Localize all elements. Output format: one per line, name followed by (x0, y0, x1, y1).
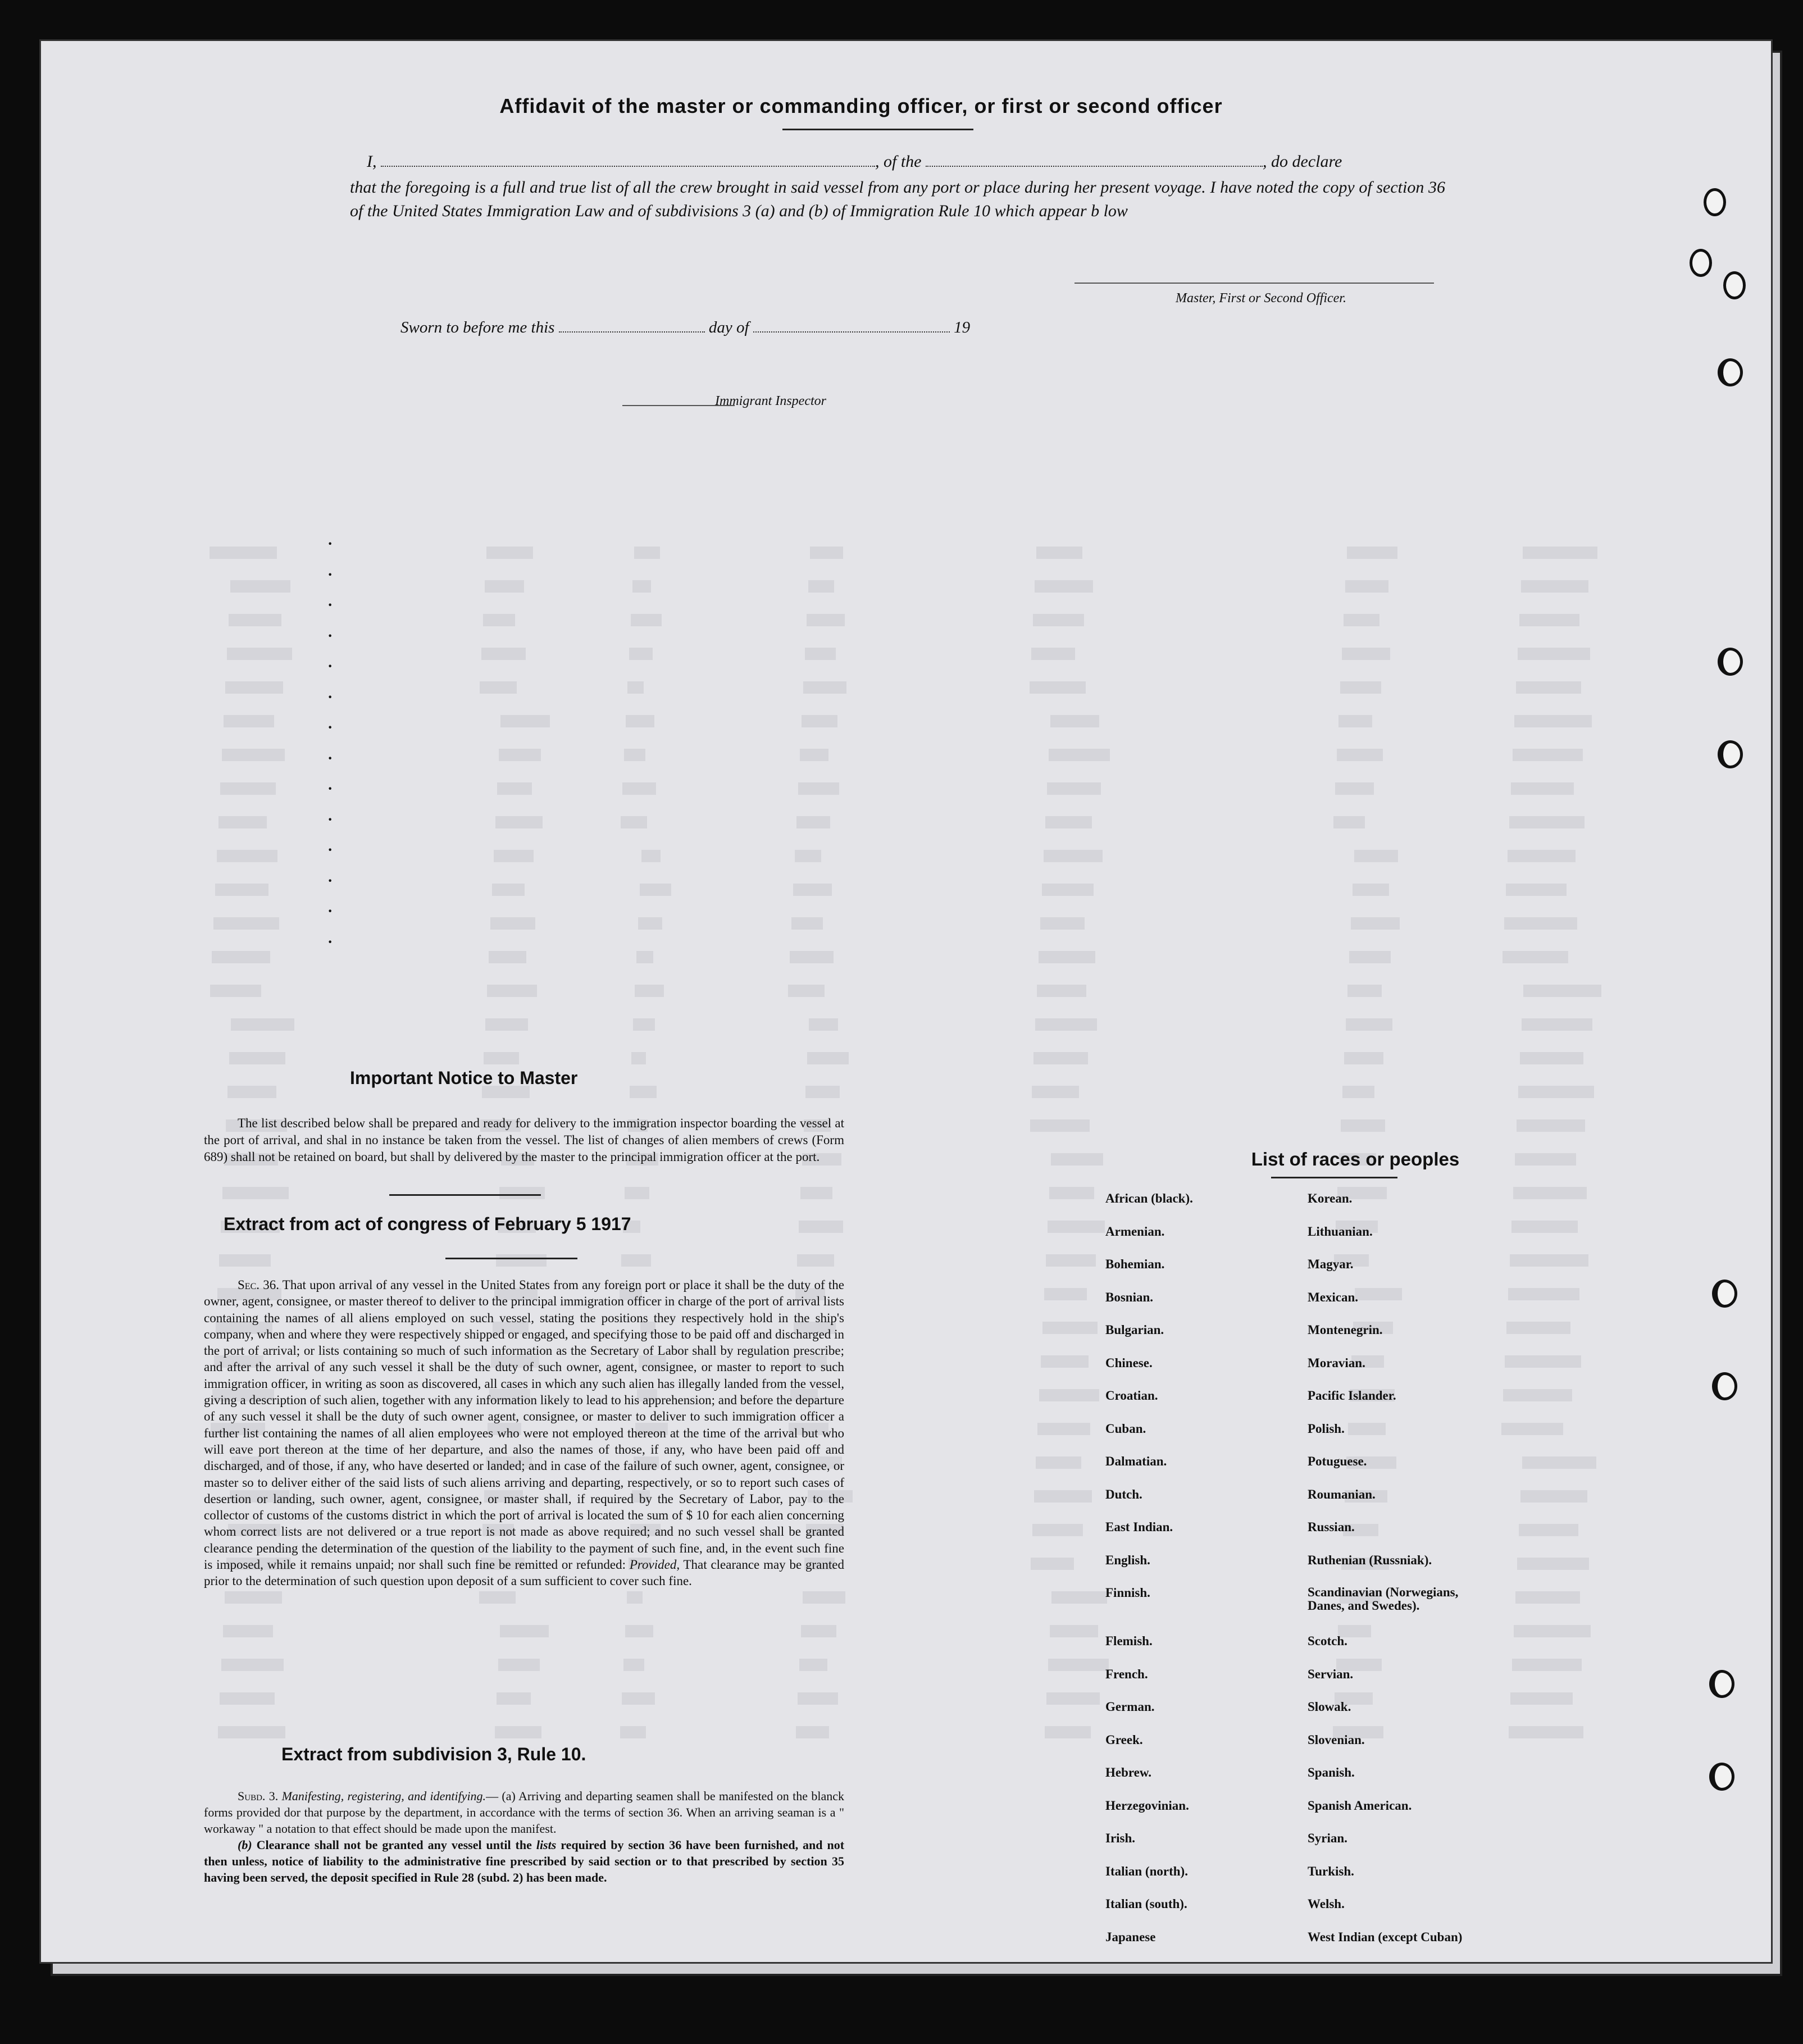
bleed-through-mark (223, 1625, 273, 1637)
row-dot: · (327, 658, 333, 675)
bleed-through-mark (1042, 884, 1094, 896)
bleed-through-mark (640, 884, 671, 896)
bleed-through-mark (490, 917, 535, 930)
bleed-through-mark (500, 715, 550, 727)
row-dot: · (327, 841, 333, 859)
bleed-through-mark (1338, 715, 1372, 727)
race-item: Potuguese. (1308, 1454, 1367, 1468)
bleed-through-mark (630, 1086, 657, 1098)
bleed-through-mark (1035, 1018, 1097, 1031)
row-dot: · (327, 627, 333, 645)
bleed-through-mark (809, 1018, 838, 1031)
race-item: Greek. (1105, 1732, 1143, 1747)
races-title: List of races or peoples (1251, 1149, 1460, 1169)
race-item: Scotch. (1308, 1634, 1347, 1648)
bleed-through-mark (1523, 985, 1601, 997)
bleed-through-mark (1046, 1692, 1100, 1705)
bleed-through-mark (1521, 580, 1588, 593)
bleed-through-mark (1342, 648, 1390, 660)
race-item: Flemish. (1105, 1634, 1153, 1648)
bleed-through-mark (225, 1591, 282, 1604)
punch-hole-icon (1723, 271, 1746, 299)
bleed-through-mark (217, 850, 277, 862)
title-underline (782, 129, 973, 130)
bleed-through-mark (1510, 1692, 1573, 1705)
race-item: African (black). (1105, 1191, 1193, 1205)
bleed-through-mark (212, 951, 270, 963)
bleed-through-mark (1034, 1490, 1092, 1503)
bleed-through-mark (227, 648, 292, 660)
bleed-through-mark (636, 951, 653, 963)
bleed-through-mark (1508, 1288, 1579, 1300)
row-dot: · (327, 688, 333, 706)
race-item: Servian. (1308, 1667, 1354, 1681)
race-item: Roumanian. (1308, 1487, 1376, 1501)
bleed-through-mark (1045, 1726, 1091, 1738)
bleed-through-mark (1518, 648, 1590, 660)
notice-title: Important Notice to Master (350, 1068, 578, 1088)
row-dot: · (327, 780, 333, 798)
bleed-through-mark (1517, 1558, 1589, 1570)
bleed-through-mark (1513, 749, 1583, 761)
row-dot: · (327, 872, 333, 890)
bleed-through-mark (1049, 1187, 1094, 1199)
race-item: Bohemian. (1105, 1257, 1165, 1271)
bleed-through-mark (210, 985, 261, 997)
race-item: Russian. (1308, 1520, 1355, 1534)
master-signature-line[interactable] (1074, 283, 1434, 284)
affidavit-body: that the foregoing is a full and true list of all the crew brought in said vessel from any port or place during her present voyage. I have noted the copy of section 36 of the United States Immigration Law and of subdivisions 3 (a) and (b) of Immigration Rule 10 which appear b low (350, 178, 1445, 220)
bleed-through-mark (1509, 1726, 1583, 1738)
row-dot: · (327, 811, 333, 828)
act-divider (445, 1258, 577, 1259)
bleed-through-mark (631, 614, 662, 626)
race-item: Finnish. (1105, 1586, 1150, 1600)
bleed-through-mark (802, 715, 837, 727)
bleed-through-mark (495, 1726, 541, 1738)
bleed-through-mark (807, 614, 845, 626)
bleed-through-mark (1351, 917, 1400, 930)
races-title-underline (1271, 1177, 1397, 1178)
inspector-label: Immigrant Inspector (715, 394, 826, 408)
sworn-month-field[interactable] (753, 318, 950, 333)
race-item: West Indian (except Cuban) (1308, 1929, 1463, 1944)
punch-hole-icon (1718, 648, 1743, 676)
bleed-through-mark (1048, 1221, 1105, 1233)
bleed-through-mark (1030, 1119, 1090, 1132)
row-dot: · (327, 566, 333, 584)
bleed-through-mark (221, 1659, 284, 1671)
race-item: Moravian. (1308, 1355, 1365, 1370)
bleed-through-mark (483, 614, 515, 626)
sworn-year-label: 19 (954, 318, 971, 336)
bleed-through-mark (791, 917, 823, 930)
rule10-title: Extract from subdivision 3, Rule 10. (281, 1744, 586, 1764)
bleed-through-mark (494, 850, 534, 862)
bleed-through-mark (1342, 1086, 1374, 1098)
bleed-through-mark (1347, 985, 1382, 997)
bleed-through-mark (624, 749, 645, 761)
bleed-through-mark (1511, 1221, 1578, 1233)
bleed-through-mark (1045, 816, 1092, 828)
bleed-through-mark (1033, 614, 1084, 626)
bleed-through-mark (222, 749, 285, 761)
master-name-field[interactable] (381, 152, 875, 167)
bleed-through-mark (801, 1625, 836, 1637)
bleed-through-mark (1050, 715, 1099, 727)
affidavit-of-the-label: , of the (875, 152, 922, 171)
bleed-through-mark (803, 1591, 845, 1604)
race-item: Turkish. (1308, 1864, 1354, 1878)
bleed-through-mark (1333, 816, 1365, 828)
bleed-through-mark (1519, 1524, 1578, 1536)
subd-heading: Manifesting, registering, and identifying. (281, 1789, 486, 1803)
bleed-through-mark (1036, 1456, 1081, 1469)
race-item: Ruthenian (Russniak). (1308, 1553, 1432, 1567)
bleed-through-mark (1514, 1625, 1591, 1637)
bleed-through-mark (213, 917, 279, 930)
bleed-through-mark (805, 1086, 840, 1098)
bleed-through-mark (623, 1659, 644, 1671)
bleed-through-mark (1506, 884, 1567, 896)
bleed-through-mark (1353, 884, 1389, 896)
bleed-through-mark (627, 681, 644, 694)
bleed-through-mark (1510, 1254, 1588, 1267)
bleed-through-mark (1040, 917, 1085, 930)
bleed-through-mark (1049, 749, 1110, 761)
act-title: Extract from act of congress of February 5 1917 (224, 1214, 631, 1234)
race-item: Scandinavian (Norwegians, Danes, and Swedes). (1308, 1585, 1459, 1613)
race-item: Montenegrin. (1308, 1323, 1383, 1337)
para-b-text-1: Clearance shall not be granted any vessel until the (256, 1838, 532, 1852)
subd-label: Subd. 3. (238, 1789, 279, 1803)
bleed-through-mark (1341, 1119, 1385, 1132)
sworn-day-field[interactable] (559, 318, 705, 333)
bleed-through-mark (1030, 681, 1086, 694)
punch-hole-icon (1709, 1670, 1734, 1698)
vessel-name-field[interactable] (926, 152, 1263, 167)
bleed-through-mark (1509, 816, 1585, 828)
bleed-through-mark (1051, 1591, 1107, 1604)
affidavit-declaration-line (367, 152, 1342, 171)
bleed-through-mark (796, 1726, 829, 1738)
bleed-through-mark (1037, 985, 1086, 997)
bleed-through-mark (803, 681, 846, 694)
bleed-through-mark (796, 816, 830, 828)
race-item: Slowak. (1308, 1700, 1351, 1714)
row-dot: · (327, 903, 333, 920)
bleed-through-mark (1512, 1659, 1582, 1671)
bleed-through-mark (480, 681, 517, 694)
bleed-through-mark (1522, 1018, 1592, 1031)
bleed-through-mark (1517, 1119, 1585, 1132)
race-item: Spanish American. (1308, 1798, 1412, 1813)
bleed-through-mark (788, 985, 825, 997)
race-item: Hebrew. (1105, 1765, 1151, 1779)
sworn-line (400, 318, 970, 337)
bleed-through-mark (1035, 580, 1093, 593)
bleed-through-mark (227, 1086, 276, 1098)
punch-hole-icon (1709, 1763, 1734, 1791)
race-item: Italian (north). (1105, 1864, 1188, 1878)
bleed-through-mark (1044, 850, 1103, 862)
bleed-through-mark (629, 648, 653, 660)
bleed-through-mark (499, 749, 541, 761)
bleed-through-mark (1032, 1086, 1079, 1098)
bleed-through-mark (1523, 547, 1597, 559)
bleed-through-mark (1349, 951, 1391, 963)
race-item: Syrian. (1308, 1831, 1347, 1845)
bleed-through-mark (790, 951, 834, 963)
bleed-through-mark (633, 1018, 655, 1031)
race-item: East Indian. (1105, 1520, 1173, 1534)
bleed-through-mark (218, 1726, 285, 1738)
race-item: Bosnian. (1105, 1290, 1154, 1304)
provided-label: Provided, (629, 1558, 680, 1572)
punch-hole-icon (1704, 188, 1726, 216)
rule10-text (204, 1788, 844, 1886)
bleed-through-mark (1039, 951, 1095, 963)
affidavit-i-label: I, (367, 152, 377, 171)
bleed-through-mark (1503, 1389, 1572, 1401)
bleed-through-mark (1042, 1322, 1098, 1334)
race-item: English. (1105, 1553, 1150, 1567)
bleed-through-mark (1041, 1355, 1089, 1368)
bleed-through-mark (632, 580, 651, 593)
bleed-through-mark (215, 884, 268, 896)
race-item: Polish. (1308, 1421, 1345, 1436)
bleed-through-mark (1346, 1018, 1392, 1031)
bleed-through-mark (1520, 1490, 1587, 1503)
bleed-through-mark (487, 985, 537, 997)
bleed-through-mark (621, 1254, 651, 1267)
para-b-label: (b) (238, 1838, 252, 1852)
row-dot: · (327, 597, 333, 614)
row-dot: · (327, 933, 333, 951)
bleed-through-mark (485, 580, 524, 593)
bleed-through-mark (219, 1254, 271, 1267)
bleed-through-mark (638, 917, 662, 930)
act-section-36-text (204, 1277, 844, 1590)
bleed-through-mark (800, 749, 828, 761)
bleed-through-mark (631, 1052, 646, 1064)
race-item: Mexican. (1308, 1290, 1359, 1304)
bleed-through-mark (495, 816, 543, 828)
bleed-through-mark (225, 681, 283, 694)
bleed-through-mark (500, 1625, 549, 1637)
race-item: French. (1105, 1667, 1148, 1681)
bleed-through-mark (229, 1052, 285, 1064)
section-body: That upon arrival of any vessel in the United States from any foreign port or place it shall be the duty of the owner, agent, consignee, or master thereof to deliver to the principal immigration officer in charge of the port of arrival lists containing the names of all aliens employed on such vessel, stating the positions they respectively hold in the ship's company, when and where they were respectively shipped or engaged, and specifying those to be paid off and discharged in the port of arrival; or lists containing so much of such information as the Secretary of Labor shall by regulation prescribe; and after the arrival of any such vessel it shall be the duty of such owner, agent, consignee, or master to report to such immigration officer, in writing as soon as discovered, all cases in which any such alien has illegally landed from the vessel, giving a description of such alien, together with any information likely to lead to his apprehension; and before the departure of any such vessel it shall be the duty of such owner agent, consignee, or master to deliver to such immigration officer a further list containing the names of all alien employees who were not employed thereon at the time of the arrival but who will eave port thereon at the time of her departure, and also the names of those, if any, who have been paid off and discharged, and of those, if any, who have deserted or landed; and in case of the failure of such owner, agent, consignee, or master so to deliver either of the said lists of such aliens arriving and departing, respectively, or so to report such cases of desertion or landing, such owner, agent, consignee, or master shall, if required by the Secretary of Labor, pay to the collector of customs of the customs district in which the port of arrival is located the sum of $ 10 for each alien concerning whom correct lists are not delivered or a true report is not made as above required; and no such vessel shall be granted clearance pending the determination of the question of the liability to the payment of such fine, and, in the event such fine is imposed, while it remains unpaid; nor shall such fine be remitted or refunded: (204, 1278, 844, 1572)
para-a-text: Arriving and departing seamen shall be manifested on the blanck forms provided dor that purpose by the department, in accordance with the terms of section 36. When an arriving seaman is a " workaway " a notation to that effect should be made upon the manifest. (204, 1789, 844, 1836)
manifest-page (39, 39, 1773, 1964)
bleed-through-mark (1520, 1052, 1583, 1064)
bleed-through-mark (224, 715, 274, 727)
affidavit-do-declare-label: , do declare (1263, 152, 1342, 171)
bleed-through-mark (1502, 951, 1568, 963)
row-dot: · (327, 719, 333, 736)
bleed-through-mark (222, 1187, 289, 1199)
race-item: Croatian. (1105, 1389, 1158, 1403)
para-b-text-2: required by section 36 have been furnished, and not then unless, notice of liability to the administrative fine prescribed by said section or to that prescribed by section 35 having been served, the deposit specified in Rule 28 (subd. 2) has been made. (204, 1838, 845, 1884)
bleed-through-mark (1355, 1288, 1402, 1300)
bleed-through-mark (485, 1018, 528, 1031)
bleed-through-mark (1048, 1659, 1109, 1671)
bleed-through-mark (805, 648, 836, 660)
bleed-through-mark (625, 1187, 649, 1199)
bleed-through-mark (622, 1692, 655, 1705)
bleed-through-mark (1345, 580, 1388, 593)
bleed-through-mark (1347, 547, 1397, 559)
bleed-through-mark (1036, 547, 1082, 559)
bleed-through-mark (622, 782, 656, 795)
bleed-through-mark (1044, 1288, 1087, 1300)
bleed-through-mark (1514, 715, 1592, 727)
para-b-lists: lists (536, 1838, 557, 1852)
punch-hole-icon (1712, 1280, 1737, 1308)
race-item: Korean. (1308, 1191, 1353, 1205)
race-item: Pacific Islander. (1308, 1389, 1396, 1403)
race-item: Spanish. (1308, 1765, 1355, 1779)
bleed-through-mark (1037, 1423, 1090, 1435)
race-item: Herzegovinian. (1105, 1798, 1189, 1813)
sworn-day-of-label: day of (708, 318, 749, 336)
race-item: Welsh. (1308, 1897, 1345, 1911)
bleed-through-mark (620, 1726, 646, 1738)
section-body-end: That clearance may be granted prior to the determination of such question upon deposit of a sum sufficient to cover such fine. (204, 1558, 844, 1588)
bleed-through-mark (218, 816, 267, 828)
bleed-through-mark (231, 1018, 294, 1031)
bleed-through-mark (635, 985, 664, 997)
bleed-through-mark (1518, 1086, 1594, 1098)
bleed-through-mark (220, 1692, 275, 1705)
bleed-through-mark (793, 884, 832, 896)
bleed-through-mark (1516, 681, 1581, 694)
bleed-through-mark (496, 1254, 547, 1267)
bleed-through-mark (1039, 1389, 1099, 1401)
bleed-through-mark (492, 884, 525, 896)
race-item: Cuban. (1105, 1421, 1146, 1436)
race-item: Dalmatian. (1105, 1454, 1167, 1468)
race-item: German. (1105, 1700, 1155, 1714)
bleed-through-mark (499, 1187, 545, 1199)
affidavit-title: Affidavit of the master or commanding officer, or first or second officer (499, 94, 1223, 117)
bleed-through-mark (479, 1591, 516, 1604)
bleed-through-mark (625, 1625, 653, 1637)
bleed-through-mark (1504, 917, 1577, 930)
bleed-through-mark (210, 547, 277, 559)
race-item: Armenian. (1105, 1224, 1165, 1239)
race-item: Chinese. (1105, 1355, 1153, 1370)
bleed-through-mark (1511, 782, 1574, 795)
bleed-through-mark (1047, 782, 1101, 795)
row-dot: · (327, 749, 333, 767)
bleed-through-mark (1031, 648, 1075, 660)
bleed-through-mark (1344, 1052, 1383, 1064)
bleed-through-mark (484, 1052, 519, 1064)
punch-hole-icon (1718, 740, 1743, 768)
row-dot: · (327, 535, 333, 553)
bleed-through-mark (798, 782, 839, 795)
notice-divider (389, 1194, 541, 1196)
bleed-through-mark (1515, 1591, 1580, 1604)
bleed-through-mark (1032, 1524, 1083, 1536)
bleed-through-mark (800, 1187, 832, 1199)
bleed-through-mark (641, 850, 661, 862)
bleed-through-mark (1031, 1558, 1074, 1570)
bleed-through-mark (1501, 1423, 1563, 1435)
section-label: Sec. 36. (238, 1278, 279, 1292)
bleed-through-mark (798, 1692, 838, 1705)
signature-label: Master, First or Second Officer. (1176, 291, 1346, 306)
bleed-through-mark (799, 1659, 827, 1671)
bleed-through-mark (797, 1254, 834, 1267)
race-item: Magyar. (1308, 1257, 1354, 1271)
bleed-through-mark (1348, 1423, 1386, 1435)
bleed-through-mark (1519, 614, 1579, 626)
bleed-through-mark (1513, 1187, 1587, 1199)
punch-hole-icon (1712, 1372, 1737, 1400)
bleed-through-mark (1335, 782, 1374, 795)
bleed-through-mark (808, 580, 834, 593)
bleed-through-mark (1505, 1355, 1581, 1368)
bleed-through-mark (498, 1659, 540, 1671)
bleed-through-mark (807, 1052, 849, 1064)
race-item: Japanese (1105, 1929, 1156, 1944)
bleed-through-mark (1506, 1322, 1570, 1334)
bleed-through-mark (1033, 1052, 1088, 1064)
bleed-through-mark (810, 547, 843, 559)
race-item: Dutch. (1105, 1487, 1142, 1501)
bleed-through-mark (1508, 850, 1576, 862)
bleed-through-mark (1051, 1153, 1103, 1166)
bleed-through-mark (220, 782, 276, 795)
punch-hole-icon (1690, 249, 1712, 277)
bleed-through-mark (627, 1591, 643, 1604)
sworn-prefix: Sworn to before me this (400, 318, 555, 336)
punch-hole-icon (1718, 358, 1743, 386)
para-a-label: — (a) (486, 1789, 516, 1803)
race-item: Slovenian. (1308, 1732, 1365, 1747)
bleed-through-mark (1515, 1153, 1576, 1166)
bleed-through-mark (497, 1692, 531, 1705)
bleed-through-mark (626, 715, 654, 727)
bleed-through-mark (486, 547, 533, 559)
bleed-through-mark (1340, 681, 1381, 694)
bleed-through-mark (634, 547, 660, 559)
race-item: Bulgarian. (1105, 1323, 1164, 1337)
bleed-through-mark (489, 951, 526, 963)
bleed-through-mark (1337, 749, 1383, 761)
bleed-through-mark (229, 614, 281, 626)
race-item: Irish. (1105, 1831, 1136, 1845)
bleed-through-mark (621, 816, 647, 828)
bleed-through-mark (799, 1221, 843, 1233)
bleed-through-mark (481, 648, 526, 660)
bleed-through-mark (795, 850, 821, 862)
bleed-through-mark (1046, 1254, 1096, 1267)
bleed-through-mark (1050, 1625, 1098, 1637)
race-item: Lithuanian. (1308, 1224, 1373, 1239)
bleed-through-mark (1344, 614, 1379, 626)
bleed-through-mark (230, 580, 290, 593)
bleed-through-mark (497, 782, 532, 795)
bleed-through-mark (1354, 850, 1398, 862)
race-item: Italian (south). (1105, 1897, 1187, 1911)
bleed-through-mark (1522, 1456, 1596, 1469)
notice-text: The list described below shall be prepared and ready for delivery to the immigration inspector boarding the vessel at the port of arrival, and shal in no instance be taken from the vessel. The list of changes of alien members of crews (Form 689) shall not be retained on board, but shall by delivered by the master to the principal immigration officer at the port. (204, 1116, 844, 1164)
